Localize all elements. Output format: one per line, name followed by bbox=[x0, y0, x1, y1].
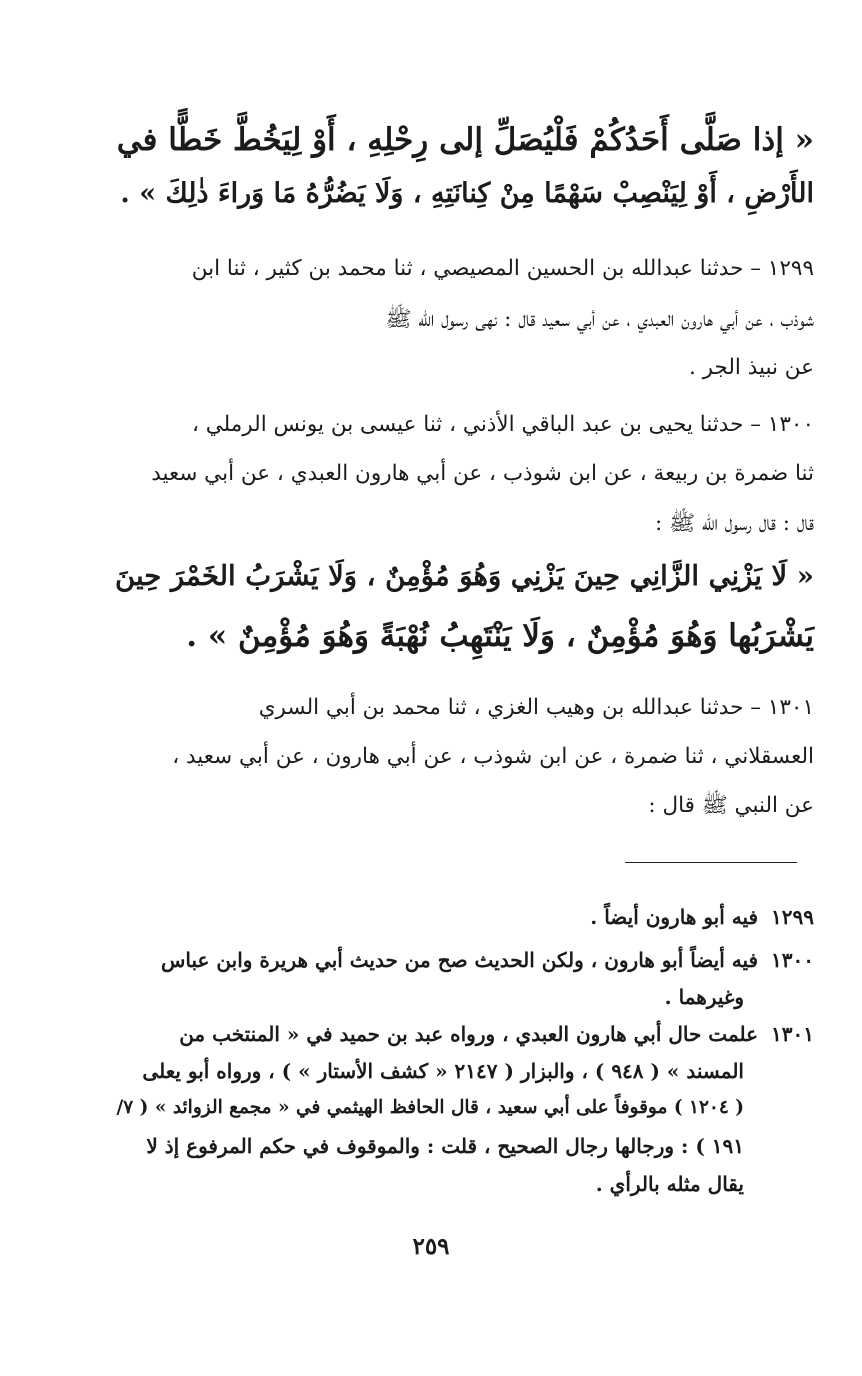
page-number: ٢٥٩ bbox=[412, 1233, 450, 1260]
isnad-line: ١٣٠٠ – حدثنا يحيى بن عبد الباقي الأذني ، ثنا عيسى بن يونس الرملي ، bbox=[191, 412, 814, 437]
footnote-line: ١٩١ ) : ورجالها رجال الصحيح ، قلت : والموقوف في حكم المرفوع إذ لا bbox=[146, 1134, 744, 1158]
footnote-text: فيه أيضاً أبو هارون ، ولكن الحديث صح من حديث أبي هريرة وابن عباس bbox=[160, 948, 759, 972]
isnad-line: العسقلاني ، ثنا ضمرة ، عن ابن شوذب ، عن أبي هارون ، عن أبي سعيد ، bbox=[172, 744, 814, 769]
footnote-text: علمت حال أبي هارون العبدي ، ورواه عبد بن حميد في « المنتخب من bbox=[179, 1022, 759, 1046]
footnote-line bbox=[114, 948, 814, 972]
footnote-number: ١٣٠١ bbox=[771, 1022, 814, 1046]
hadith-text-line: يَشْرَبُها وَهُوَ مُؤْمِنٌ ، وَلَا يَنْتَهِبُ نُهْبَةً وَهُوَ مُؤْمِنٌ » . bbox=[186, 618, 814, 654]
footnote-number: ١٢٩٩ bbox=[771, 905, 814, 929]
footnote-line: يقال مثله بالرأي . bbox=[595, 1172, 744, 1196]
isnad-line: ١٣٠١ – حدثنا عبدالله بن وهيب الغزي ، ثنا محمد بن أبي السري bbox=[258, 695, 814, 720]
footnote-line bbox=[114, 905, 814, 929]
footnote-line bbox=[114, 1022, 814, 1046]
footnote-line: وغيرهما . bbox=[664, 985, 744, 1009]
footnote-separator bbox=[625, 862, 797, 863]
hadith-text-line: الأَرْضِ ، أَوْ لِيَنْصِبْ سَهْمًا مِنْ كِنانَتِهِ ، وَلَا يَضُرُّهُ مَا وَراءَ ذٰلِكَ » . bbox=[120, 178, 814, 209]
footnote-number: ١٣٠٠ bbox=[771, 948, 814, 972]
hadith-text-line: « لَا يَزْنِي الزَّانِي حِينَ يَزْنِي وَهُوَ مُؤْمِنٌ ، وَلَا يَشْرَبُ الخَمْرَ حِينَ bbox=[115, 560, 814, 592]
isnad-line: ثنا ضمرة بن ربيعة ، عن ابن شوذب ، عن أبي هارون العبدي ، عن أبي سعيد bbox=[151, 461, 814, 486]
isnad-line: ١٢٩٩ – حدثنا عبدالله بن الحسين المصيصي ، ثنا محمد بن كثير ، ثنا ابن bbox=[191, 256, 814, 281]
isnad-line: قال : قال رسول الله ﷺ : bbox=[655, 511, 814, 536]
isnad-line: عن نبيذ الجر . bbox=[688, 355, 814, 380]
footnote-text: فيه أبو هارون أيضاً . bbox=[590, 905, 759, 929]
isnad-line: شوذب ، عن أبي هارون العبدي ، عن أبي سعيد قال : نهى رسول الله ﷺ bbox=[385, 307, 814, 332]
footnote-line: ( ١٢٠٤ ) موقوفاً على أبي سعيد ، قال الحافظ الهيثمي في « مجمع الزوائد » ( ٧/ bbox=[116, 1097, 744, 1118]
hadith-text-line: « إذا صَلَّى أَحَدُكُمْ فَلْيُصَلِّ إلى رِحْلِهِ ، أَوْ لِيَخُطَّ خَطًّا في bbox=[116, 122, 814, 158]
footnote-line: المسند » ( ٩٤٨ ) ، والبزار ( ٢١٤٧ « كشف الأستار » ) ، ورواه أبو يعلى bbox=[142, 1059, 744, 1083]
isnad-line: عن النبي ﷺ قال : bbox=[648, 793, 814, 818]
